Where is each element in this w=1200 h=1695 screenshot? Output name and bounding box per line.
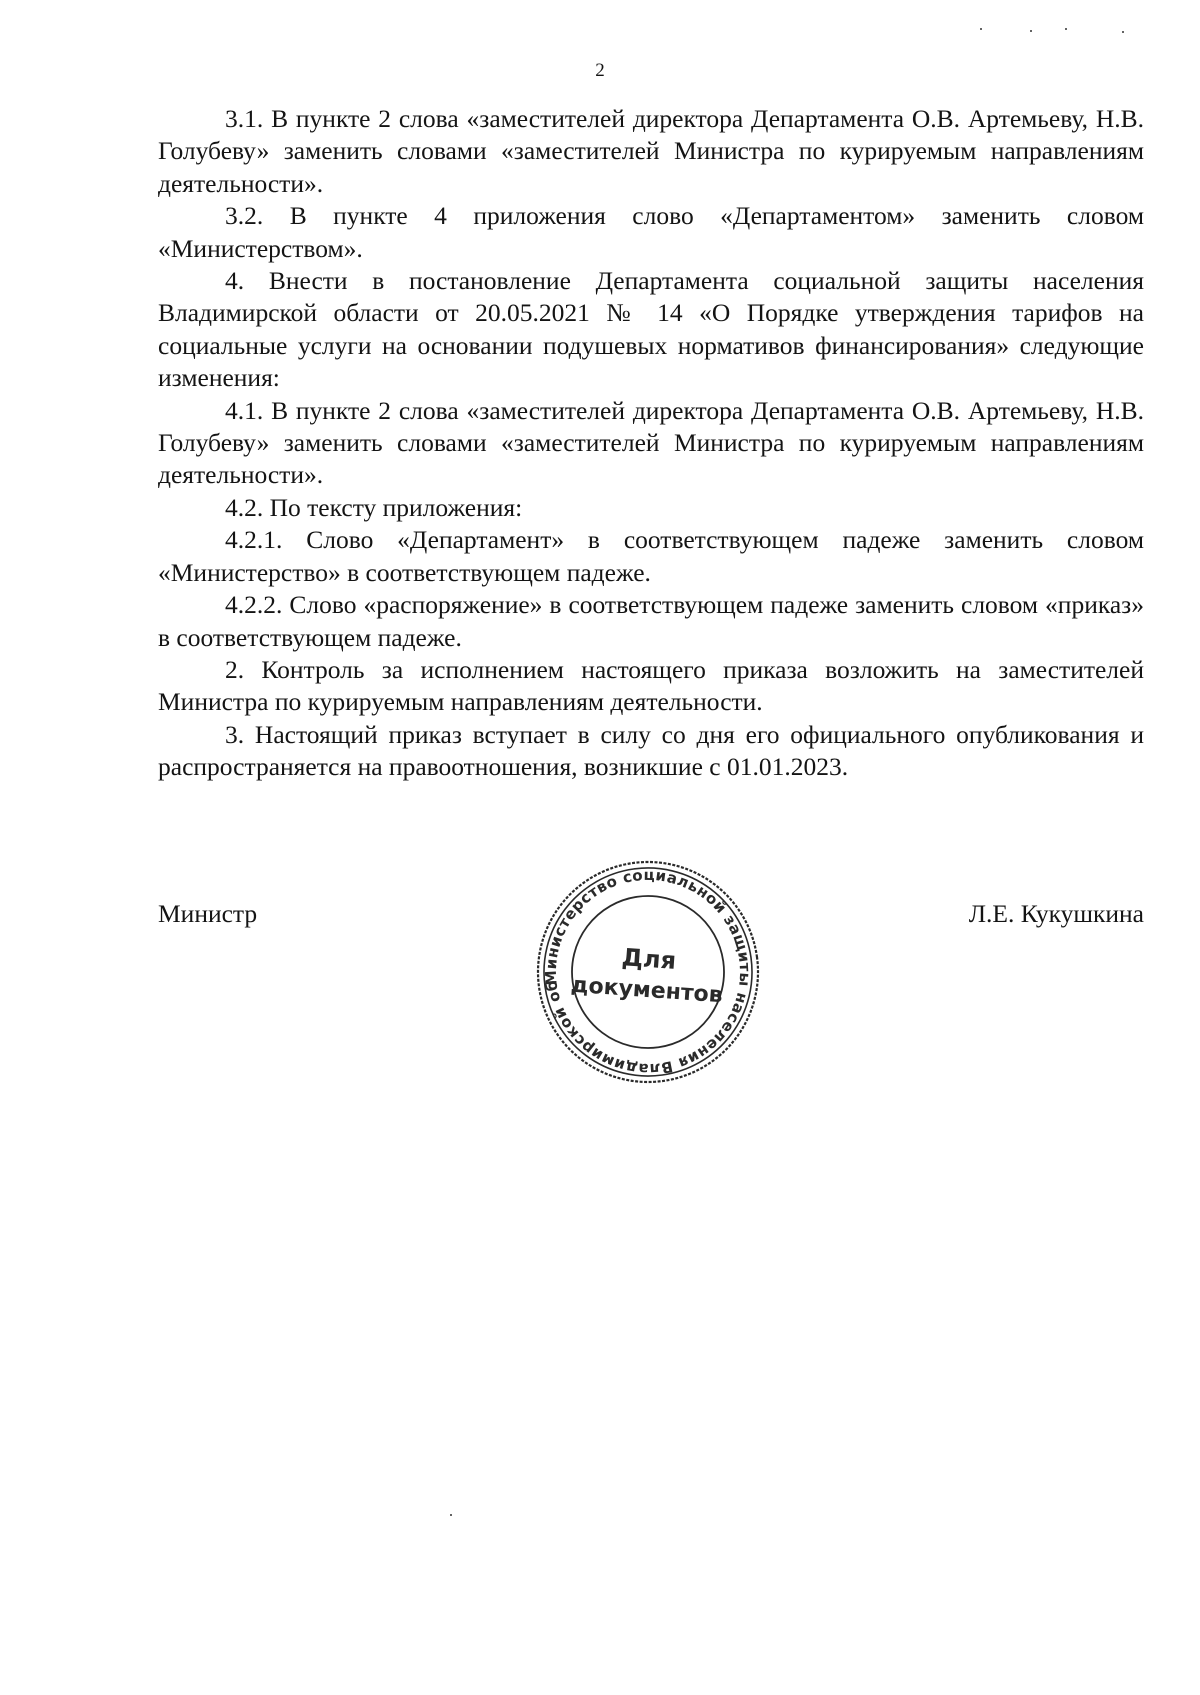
paragraph-4-2-1: 4.2.1. Слово «Департамент» в соответствующем падеже заменить словом «Министерство» в соответствующем падеже. <box>158 525 1144 587</box>
seal-center-line-1: Для <box>620 943 678 975</box>
scan-speck <box>1122 31 1124 33</box>
paragraph-2: 2. Контроль за исполнением настоящего приказа возложить на заместителей Министра по курируемым направлениям деятельности. <box>158 654 1144 717</box>
scan-speck <box>1030 30 1032 32</box>
signatory-name: Л.Е. Кукушкина <box>968 899 1144 928</box>
paragraph-4-2: 4.2. По тексту приложения: <box>225 492 523 522</box>
paragraph-4-1: 4.1. В пункте 2 слова «заместителей директора Департамента О.В. Артемьеву, Н.В. Голубеву» заменить словами «заместителей Министра по курируемым направлениям деятельности». <box>158 395 1144 490</box>
paragraph-3-2: 3.2. В пункте 4 приложения слово «Департаментом» заменить словом «Министерством». <box>158 201 1144 263</box>
page-number: 2 <box>595 60 605 81</box>
document-body <box>158 103 1144 784</box>
paragraph-4: 4. Внести в постановление Департамента социальной защиты населения Владимирской области от 20.05.2021 № 14 «О Порядке утверждения тарифов на социальные услуги на основании подушевых нормативов финансирования» следующие изменения: <box>158 266 1144 393</box>
paragraph-3-1: 3.1. В пункте 2 слова «заместителей директора Департамента О.В. Артемьеву, Н.В. Голубеву» заменить словами «заместителей Министра по курируемым направлениям деятельности». <box>158 104 1144 198</box>
svg-text:Министерство социальной защиты: Министерство социальной защиты населения Владимирской области <box>541 865 755 1079</box>
paragraph-4-2-2: 4.2.2. Слово «распоряжение» в соответствующем падеже заменить словом «приказ» в соответствующем падеже. <box>158 590 1144 652</box>
paragraph-3: 3. Настоящий приказ вступает в силу со дня его официального опубликования и распространяется на правоотношения, возникшие с 01.01.2023. <box>158 719 1144 782</box>
signatory-title: Министр <box>158 899 258 928</box>
official-seal <box>528 852 768 1092</box>
scan-speck <box>450 1514 452 1516</box>
seal-center-line-2: документов <box>569 972 724 1009</box>
scan-speck <box>1065 28 1067 30</box>
scan-speck <box>980 28 982 30</box>
